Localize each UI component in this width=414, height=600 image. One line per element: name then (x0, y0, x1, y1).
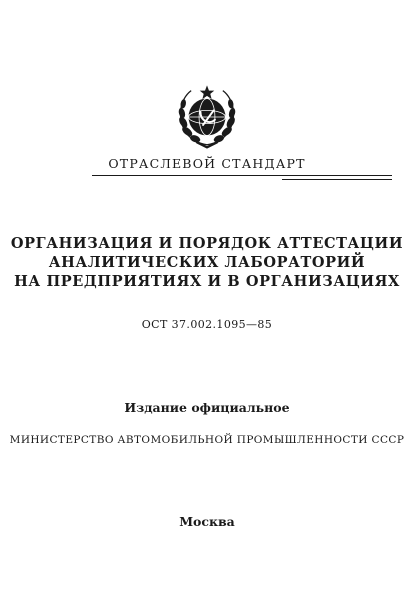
standard-type-label: ОТРАСЛЕВОЙ СТАНДАРТ (108, 156, 306, 171)
state-emblem-icon (174, 84, 240, 150)
edition-label: Издание официальное (124, 400, 290, 415)
document-title (0, 234, 414, 291)
standard-code: ОСТ 37.002.1095—85 (141, 318, 273, 331)
ministry-name: МИНИСТЕРСТВО АВТОМОБИЛЬНОЙ ПРОМЫШЛЕННОСТИ СССР (9, 434, 405, 446)
header-divider-short (282, 179, 392, 180)
title-line: НА ПРЕДПРИЯТИЯХ И В ОРГАНИЗАЦИЯХ (14, 273, 400, 290)
title-line: АНАЛИТИЧЕСКИХ ЛАБОРАТОРИЙ (48, 254, 366, 271)
publication-city: Москва (179, 514, 235, 529)
title-line: ОРГАНИЗАЦИЯ И ПОРЯДОК АТТЕСТАЦИИ (10, 235, 404, 252)
header-divider (92, 175, 392, 176)
